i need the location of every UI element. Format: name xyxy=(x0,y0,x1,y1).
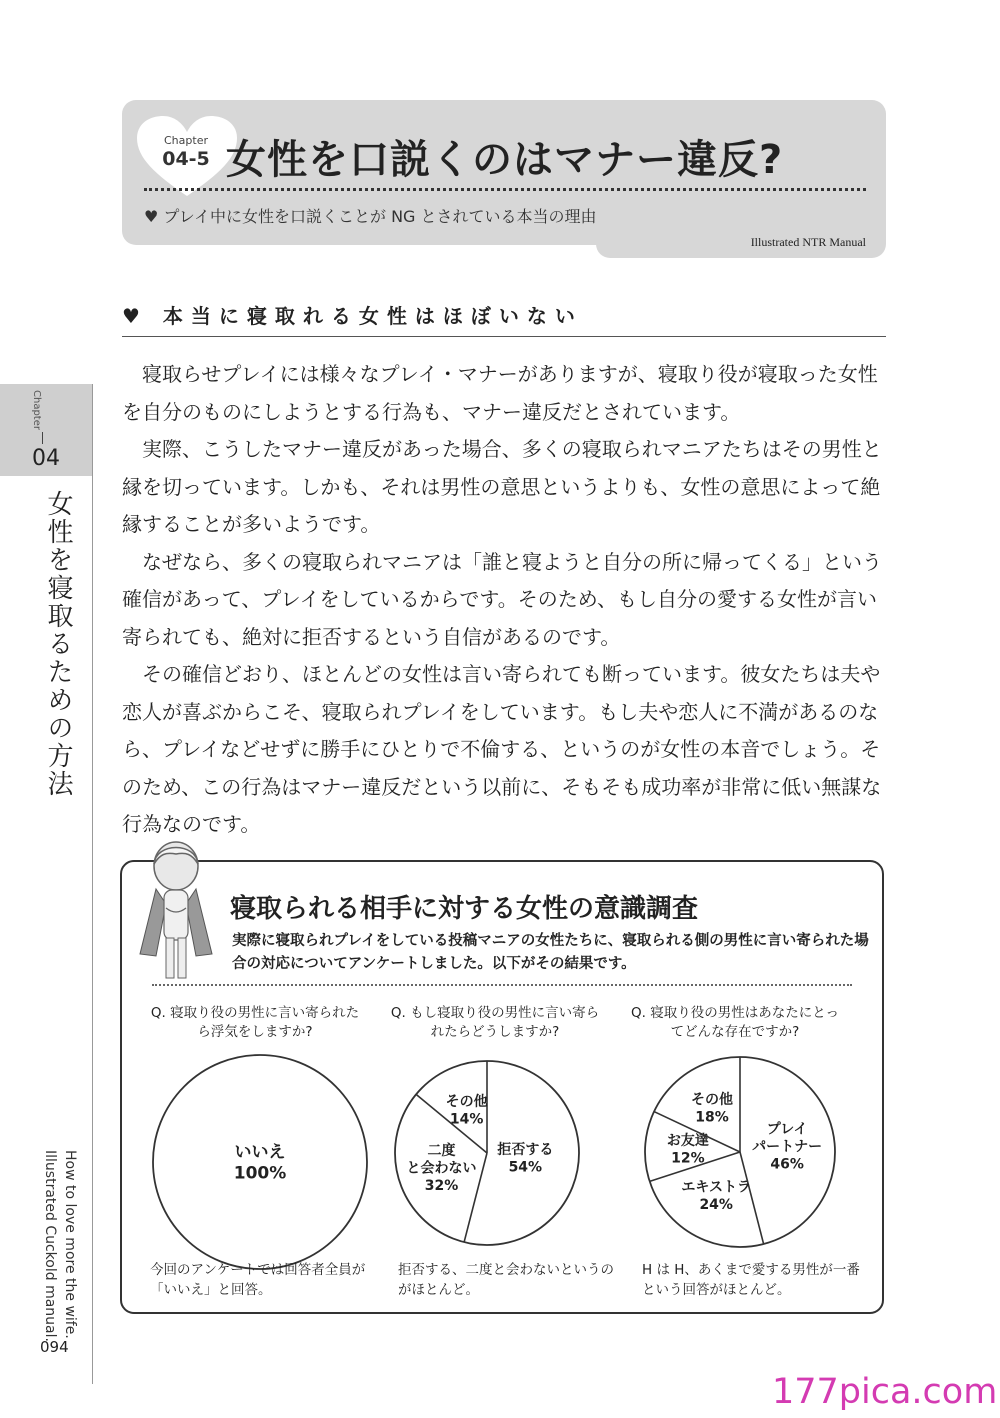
pie-slice-label: と会わない xyxy=(406,1160,477,1177)
section-heading xyxy=(122,300,886,340)
pie-slice-label: その他 xyxy=(445,1093,488,1110)
page-number: 094 xyxy=(40,1338,69,1356)
pie-slice-value: 32% xyxy=(424,1178,459,1195)
pie-slice-value: 54% xyxy=(508,1159,543,1176)
chapter-header xyxy=(122,100,886,258)
section-title: ♥ 本当に寝取れる女性はほぼいない xyxy=(122,304,583,328)
pie-slice-label: 二度 xyxy=(427,1143,456,1160)
chapter-number: 04-5 xyxy=(162,148,210,170)
manual-name: Illustrated NTR Manual xyxy=(750,235,866,249)
pie-slice-label: パートナー xyxy=(752,1138,823,1155)
chart-2-note: 拒否する、二度と会わないというのがほとんど。 xyxy=(398,1262,614,1298)
pie-slice-label: エキストラ xyxy=(681,1179,752,1196)
page-title: 女性を口説くのはマナー違反? xyxy=(226,137,784,183)
pie-slice-value: 12% xyxy=(671,1150,705,1167)
chart-3-note: H は H、あくまで愛する男性が一番という回答がほとんど。 xyxy=(642,1262,860,1298)
paragraph: 寝取らせプレイには様々なプレイ・マナーがありますが、寝取り役が寝取った女性を自分のものにしようとする行為も、マナー違反だとされています。 xyxy=(122,362,878,424)
sidebar-rule xyxy=(92,384,93,1384)
survey-divider xyxy=(152,984,852,986)
survey-title: 寝取られる相手に対する女性の意識調査 xyxy=(230,894,699,924)
sidebar-english-line: Illustrated Cuckold manual. xyxy=(42,1150,58,1342)
pie-slice-value: 18% xyxy=(695,1109,729,1126)
watermark: 177pica.com xyxy=(772,1372,998,1412)
page-subtitle: ♥ プレイ中に女性を口説くことが NG とされている本当の理由 xyxy=(144,207,597,226)
chart-3-question: Q. 寝取り役の男性はあなたにとってどんな存在ですか? xyxy=(631,1005,839,1040)
pie-chart-1 xyxy=(150,1052,370,1272)
sidebar-english-title xyxy=(40,1150,80,1342)
paragraph: その確信どおり、ほとんどの女性は言い寄られても断っています。彼女たちは夫や恋人が喜ぶからこそ、寝取られプレイをしています。もし夫や恋人に不満があるのなら、プレイなどせずに勝手にひとりで不倫する、というのが女性の本音でしょう。そのため、この行為はマナー違反だという以前に、そもそも成功率が非常に低い無謀な行為なのです。 xyxy=(122,662,882,836)
paragraph: なぜなら、多くの寝取られマニアは「誰と寝ようと自分の所に帰ってくる」という確信があって、プレイをしているからです。そのため、もし自分の愛する女性が言い寄られても、絶対に拒否するという自信があるのです。 xyxy=(122,549,882,649)
character-illustration xyxy=(126,834,226,984)
survey-description: 実際に寝取られプレイをしている投稿マニアの女性たちに、寝取られる側の男性に言い寄られた場合の対応についてアンケートしました。以下がその結果です。 xyxy=(232,933,869,972)
pie-slice-label: いいえ xyxy=(234,1142,286,1163)
sidebar-english-line: How to love more the wife. xyxy=(62,1150,78,1339)
chart-2-question: Q. もし寝取り役の男性に言い寄られたらどうしますか? xyxy=(390,1005,600,1040)
survey-box xyxy=(120,860,884,1314)
pie-slice-value: 46% xyxy=(770,1156,804,1173)
pie-slice-value: 24% xyxy=(699,1196,733,1213)
pie-slice-label: お友達 xyxy=(666,1132,709,1149)
sidebar-chapter-label: Chapter xyxy=(31,390,42,430)
section-underline xyxy=(122,336,886,337)
chapter-tab xyxy=(0,384,92,476)
sidebar-chapter-number: 04 xyxy=(32,446,60,471)
pie-chart-3 xyxy=(642,1054,838,1250)
chapter-label: Chapter xyxy=(164,134,208,147)
pie-slice-label: プレイ xyxy=(766,1121,808,1138)
sidebar-chapter-title: 女性を寝取るための方法 xyxy=(43,490,73,798)
paragraph: 実際、こうしたマナー違反があった場合、多くの寝取られマニアたちはその男性と縁を切っています。しかも、それは男性の意思というよりも、女性の意思によって絶縁することが多いようです。 xyxy=(122,437,882,536)
pie-slice-value: 100% xyxy=(233,1163,287,1184)
chart-1-note: 今回のアンケートでは回答者全員が「いいえ」と回答。 xyxy=(150,1262,366,1298)
chart-1-question: Q. 寝取り役の男性に言い寄られたら浮気をしますか? xyxy=(150,1005,360,1040)
pie-slice-value: 14% xyxy=(449,1111,484,1128)
pie-slice-label: 拒否する xyxy=(497,1141,554,1158)
sidebar-separator xyxy=(42,432,43,444)
body-text xyxy=(122,356,892,844)
pie-chart-2 xyxy=(392,1058,582,1248)
pie-slice-label: その他 xyxy=(691,1092,734,1109)
title-divider xyxy=(144,188,866,191)
